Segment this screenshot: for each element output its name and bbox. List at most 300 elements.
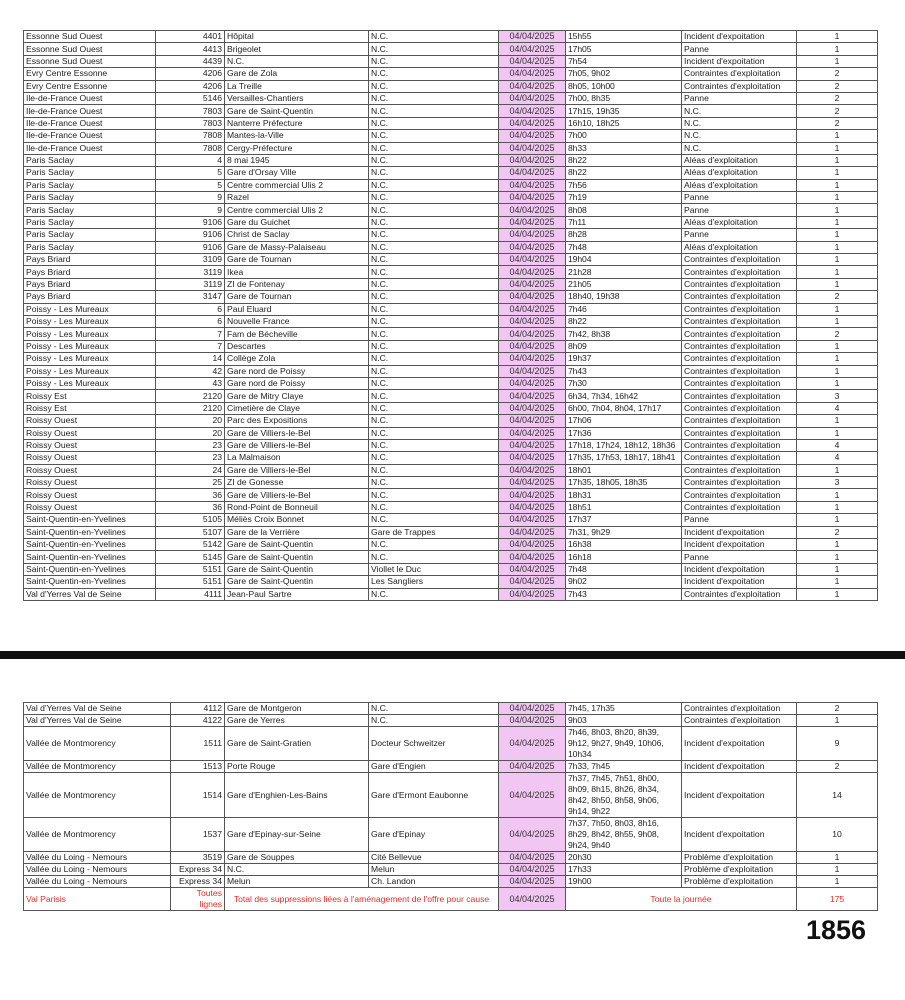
cell-destination: Gare d'Engien xyxy=(369,761,499,773)
cell-cause: Contraintes d'exploitation xyxy=(682,266,797,278)
cell-line: 9 xyxy=(156,192,225,204)
cell-stop: N.C. xyxy=(225,864,369,876)
cell-stop: Descartes xyxy=(225,340,369,352)
cell-count: 2 xyxy=(797,526,878,538)
cell-date: 04/04/2025 xyxy=(499,55,566,67)
cell-line: 7 xyxy=(156,340,225,352)
cell-line: 4112 xyxy=(171,703,225,715)
cell-count: 3 xyxy=(797,390,878,402)
cell-cause: Contraintes d'exploitation xyxy=(682,501,797,513)
cell-line: 2120 xyxy=(156,402,225,414)
cell-stop: Gare de Zola xyxy=(225,68,369,80)
cell-date: 04/04/2025 xyxy=(499,117,566,129)
cell-count: 1 xyxy=(797,852,878,864)
cell-region: Poissy - Les Mureaux xyxy=(24,340,156,352)
table-row xyxy=(24,365,878,377)
cell-destination: N.C. xyxy=(369,68,499,80)
cell-destination: N.C. xyxy=(369,216,499,228)
cell-date: 04/04/2025 xyxy=(499,761,566,773)
cell-cause: Contraintes d'exploitation xyxy=(682,340,797,352)
cell-cause: N.C. xyxy=(682,130,797,142)
suppressions-table-bottom xyxy=(23,702,878,911)
cell-stop: Gare de Saint-Quentin xyxy=(225,551,369,563)
cell-cause: Incident d'expoitation xyxy=(682,818,797,852)
cell-cause: Contraintes d'exploitation xyxy=(682,439,797,451)
cell-region: Pays Briard xyxy=(24,254,156,266)
cell-cause: Incident d'expoitation xyxy=(682,761,797,773)
cell-region: Saint-Quentin-en-Yvelines xyxy=(24,563,156,575)
cell-line: 1514 xyxy=(171,773,225,818)
cell-count: 1 xyxy=(797,31,878,43)
table-row xyxy=(24,353,878,365)
cell-line: 4111 xyxy=(156,588,225,600)
cell-stop: Gare de Mitry Claye xyxy=(225,390,369,402)
cell-stop: Cergy-Préfecture xyxy=(225,142,369,154)
table-row xyxy=(24,703,878,715)
table-row xyxy=(24,92,878,104)
cell-stop: Christ de Saclay xyxy=(225,229,369,241)
cell-stop: Gare de Saint-Quentin xyxy=(225,563,369,575)
cell-stop: Gare d'Orsay Ville xyxy=(225,167,369,179)
cell-region: Pays Briard xyxy=(24,266,156,278)
cell-region: Roissy Ouest xyxy=(24,464,156,476)
cell-stop: Cimetière de Claye xyxy=(225,402,369,414)
cell-line: 25 xyxy=(156,477,225,489)
cell-times: 16h10, 18h25 xyxy=(566,117,682,129)
cell-date: 04/04/2025 xyxy=(499,142,566,154)
cell-region: Poissy - Les Mureaux xyxy=(24,328,156,340)
cell-date: 04/04/2025 xyxy=(499,876,566,888)
table-row xyxy=(24,80,878,92)
cell-times: 8h09 xyxy=(566,340,682,352)
cell-destination: N.C. xyxy=(369,55,499,67)
cell-line: 36 xyxy=(156,489,225,501)
cell-region: Vallée du Loing - Nemours xyxy=(24,876,171,888)
grand-total: 1856 xyxy=(806,915,867,945)
cell-cause: Contraintes d'exploitation xyxy=(682,715,797,727)
cell-region: Roissy Ouest xyxy=(24,501,156,513)
cell-line: 5145 xyxy=(156,551,225,563)
table-row xyxy=(24,142,878,154)
cell-destination: N.C. xyxy=(369,715,499,727)
cell-cause: Contraintes d'exploitation xyxy=(682,489,797,501)
cell-region: Ile-de-France Ouest xyxy=(24,92,156,104)
cell-line: Express 34 xyxy=(171,876,225,888)
cell-stop: La Malmaison xyxy=(225,452,369,464)
cell-date: 04/04/2025 xyxy=(499,216,566,228)
cell-line: 9106 xyxy=(156,216,225,228)
table-row xyxy=(24,727,878,761)
cell-cause: Problème d'exploitation xyxy=(682,864,797,876)
cell-region: Paris Saclay xyxy=(24,154,156,166)
cell-line: 24 xyxy=(156,464,225,476)
cell-date: 04/04/2025 xyxy=(499,154,566,166)
cell-destination: N.C. xyxy=(369,278,499,290)
cell-cause: Problème d'exploitation xyxy=(682,876,797,888)
table-row xyxy=(24,328,878,340)
cell-line: 9106 xyxy=(156,229,225,241)
cell-stop: Gare nord de Poissy xyxy=(225,377,369,389)
cell-region: Evry Centre Essonne xyxy=(24,80,156,92)
cell-date: 04/04/2025 xyxy=(499,390,566,402)
cell-region: Roissy Est xyxy=(24,402,156,414)
cell-line: 5146 xyxy=(156,92,225,104)
cell-times: 7h42, 8h38 xyxy=(566,328,682,340)
cell-times: 17h37 xyxy=(566,514,682,526)
cell-count: 1 xyxy=(797,204,878,216)
cell-times: 9h02 xyxy=(566,576,682,588)
table-row xyxy=(24,452,878,464)
cell-stop: Rond-Point de Bonneuil xyxy=(225,501,369,513)
cell-count: 1 xyxy=(797,179,878,191)
table-row xyxy=(24,303,878,315)
cell-destination: N.C. xyxy=(369,291,499,303)
cell-stop: Gare d'Enghien-Les-Bains xyxy=(225,773,369,818)
cell-cause: Incident d'expoitation xyxy=(682,539,797,551)
cell-region: Essonne Sud Ouest xyxy=(24,43,156,55)
cell-stop: ZI de Fontenay xyxy=(225,278,369,290)
cell-cause: Contraintes d'exploitation xyxy=(682,588,797,600)
cell-stop: Gare de Villiers-le-Bel xyxy=(225,427,369,439)
cell-stop: Ikea xyxy=(225,266,369,278)
cell-times: 7h00, 8h35 xyxy=(566,92,682,104)
cell-cause: Aléas d'exploitation xyxy=(682,167,797,179)
cell-date: 04/04/2025 xyxy=(499,68,566,80)
table-row xyxy=(24,818,878,852)
cell-count: 1 xyxy=(797,514,878,526)
cell-stop: Gare de Saint-Quentin xyxy=(225,539,369,551)
cell-date: 04/04/2025 xyxy=(499,130,566,142)
cell-region: Poissy - Les Mureaux xyxy=(24,315,156,327)
cell-line: 9 xyxy=(156,204,225,216)
cell-cause: Contraintes d'exploitation xyxy=(682,464,797,476)
cell-count: 10 xyxy=(797,818,878,852)
cell-stop: La Treille xyxy=(225,80,369,92)
total-period: Toute la journée xyxy=(566,888,797,911)
cell-date: 04/04/2025 xyxy=(499,563,566,575)
cell-times: 7h45, 17h35 xyxy=(566,703,682,715)
cell-stop: Versailles-Chantiers xyxy=(225,92,369,104)
cell-count: 1 xyxy=(797,192,878,204)
cell-times: 21h28 xyxy=(566,266,682,278)
table-row xyxy=(24,588,878,600)
cell-date: 04/04/2025 xyxy=(499,278,566,290)
table-row xyxy=(24,291,878,303)
cell-destination: N.C. xyxy=(369,154,499,166)
cell-times: 6h00, 7h04, 8h04, 17h17 xyxy=(566,402,682,414)
cell-region: Roissy Ouest xyxy=(24,427,156,439)
cell-region: Roissy Ouest xyxy=(24,439,156,451)
cell-count: 1 xyxy=(797,427,878,439)
total-region: Val Parisis xyxy=(24,888,171,911)
table-row xyxy=(24,31,878,43)
cell-line: 5 xyxy=(156,179,225,191)
cell-date: 04/04/2025 xyxy=(499,80,566,92)
cell-count: 3 xyxy=(797,477,878,489)
cell-line: 5151 xyxy=(156,576,225,588)
cell-count: 1 xyxy=(797,303,878,315)
cell-region: Saint-Quentin-en-Yvelines xyxy=(24,514,156,526)
cell-cause: Problème d'exploitation xyxy=(682,852,797,864)
cell-line: 7803 xyxy=(156,117,225,129)
cell-times: 7h46, 8h03, 8h20, 8h39, 9h12, 9h27, 9h49, 10h06, 10h34 xyxy=(566,727,682,761)
cell-times: 7h54 xyxy=(566,55,682,67)
cell-destination: N.C. xyxy=(369,427,499,439)
cell-cause: Incident d'expoitation xyxy=(682,526,797,538)
table-row xyxy=(24,526,878,538)
cell-count: 4 xyxy=(797,439,878,451)
cell-stop: Razel xyxy=(225,192,369,204)
cell-cause: Incident d'expoitation xyxy=(682,55,797,67)
cell-region: Saint-Quentin-en-Yvelines xyxy=(24,576,156,588)
cell-count: 1 xyxy=(797,43,878,55)
table-row xyxy=(24,464,878,476)
cell-stop: Centre commercial Ulis 2 xyxy=(225,204,369,216)
cell-times: 8h05, 10h00 xyxy=(566,80,682,92)
cell-region: Val d'Yerres Val de Seine xyxy=(24,715,171,727)
cell-times: 7h05, 9h02 xyxy=(566,68,682,80)
cell-count: 9 xyxy=(797,727,878,761)
cell-cause: Contraintes d'exploitation xyxy=(682,278,797,290)
table-row xyxy=(24,576,878,588)
cell-region: Vallée de Montmorency xyxy=(24,727,171,761)
cell-times: 18h01 xyxy=(566,464,682,476)
cell-destination: N.C. xyxy=(369,80,499,92)
cell-region: Paris Saclay xyxy=(24,179,156,191)
table-row xyxy=(24,340,878,352)
cell-destination: N.C. xyxy=(369,43,499,55)
cell-destination: N.C. xyxy=(369,415,499,427)
cell-date: 04/04/2025 xyxy=(499,526,566,538)
cell-count: 1 xyxy=(797,588,878,600)
cell-region: Roissy Ouest xyxy=(24,415,156,427)
cell-times: 17h36 xyxy=(566,427,682,439)
cell-line: 4439 xyxy=(156,55,225,67)
cell-stop: Mantes-la-Ville xyxy=(225,130,369,142)
cell-cause: Panne xyxy=(682,92,797,104)
cell-region: Paris Saclay xyxy=(24,192,156,204)
cell-cause: N.C. xyxy=(682,105,797,117)
cell-region: Paris Saclay xyxy=(24,216,156,228)
cell-times: 17h06 xyxy=(566,415,682,427)
cell-date: 04/04/2025 xyxy=(499,773,566,818)
total-description: Total des suppressions liées à l'aménagement de l'offre pour cause xyxy=(225,888,499,911)
table-row xyxy=(24,852,878,864)
cell-stop: Collège Zola xyxy=(225,353,369,365)
cell-times: 7h30 xyxy=(566,377,682,389)
cell-line: 3119 xyxy=(156,278,225,290)
cell-cause: Contraintes d'exploitation xyxy=(682,402,797,414)
cell-destination: Gare d'Ermont Eaubonne xyxy=(369,773,499,818)
table-row xyxy=(24,55,878,67)
cell-count: 1 xyxy=(797,130,878,142)
cell-count: 1 xyxy=(797,315,878,327)
cell-region: Roissy Ouest xyxy=(24,452,156,464)
cell-destination: Viollet le Duc xyxy=(369,563,499,575)
cell-date: 04/04/2025 xyxy=(499,576,566,588)
cell-destination: Docteur Schweitzer xyxy=(369,727,499,761)
table-row xyxy=(24,105,878,117)
cell-stop: Melun xyxy=(225,876,369,888)
cell-destination: Gare de Trappes xyxy=(369,526,499,538)
cell-date: 04/04/2025 xyxy=(499,452,566,464)
cell-destination: N.C. xyxy=(369,328,499,340)
cell-region: Ile-de-France Ouest xyxy=(24,130,156,142)
cell-count: 2 xyxy=(797,761,878,773)
cell-count: 2 xyxy=(797,703,878,715)
table-row xyxy=(24,402,878,414)
cell-times: 16h38 xyxy=(566,539,682,551)
cell-region: Roissy Ouest xyxy=(24,477,156,489)
cell-count: 1 xyxy=(797,340,878,352)
cell-region: Saint-Quentin-en-Yvelines xyxy=(24,539,156,551)
cell-times: 6h34, 7h34, 16h42 xyxy=(566,390,682,402)
cell-region: Vallée du Loing - Nemours xyxy=(24,852,171,864)
cell-count: 1 xyxy=(797,278,878,290)
cell-region: Saint-Quentin-en-Yvelines xyxy=(24,526,156,538)
cell-destination: N.C. xyxy=(369,105,499,117)
cell-region: Ile-de-France Ouest xyxy=(24,105,156,117)
cell-line: 5107 xyxy=(156,526,225,538)
cell-region: Poissy - Les Mureaux xyxy=(24,365,156,377)
cell-cause: Aléas d'exploitation xyxy=(682,241,797,253)
cell-cause: Panne xyxy=(682,204,797,216)
cell-count: 1 xyxy=(797,551,878,563)
cell-date: 04/04/2025 xyxy=(499,229,566,241)
table-row xyxy=(24,439,878,451)
cell-date: 04/04/2025 xyxy=(499,539,566,551)
cell-line: 3109 xyxy=(156,254,225,266)
cell-stop: Gare de Montgeron xyxy=(225,703,369,715)
total-date: 04/04/2025 xyxy=(499,888,566,911)
cell-destination: N.C. xyxy=(369,340,499,352)
table-row xyxy=(24,773,878,818)
total-line: Toutes lignes xyxy=(171,888,225,911)
table-row xyxy=(24,204,878,216)
cell-date: 04/04/2025 xyxy=(499,31,566,43)
table-row xyxy=(24,216,878,228)
cell-cause: Panne xyxy=(682,192,797,204)
cell-date: 04/04/2025 xyxy=(499,328,566,340)
cell-line: 4 xyxy=(156,154,225,166)
cell-cause: Contraintes d'exploitation xyxy=(682,427,797,439)
cell-count: 1 xyxy=(797,266,878,278)
cell-times: 7h43 xyxy=(566,365,682,377)
cell-line: 3147 xyxy=(156,291,225,303)
cell-times: 17h35, 18h05, 18h35 xyxy=(566,477,682,489)
cell-destination: N.C. xyxy=(369,501,499,513)
cell-count: 1 xyxy=(797,142,878,154)
cell-count: 2 xyxy=(797,117,878,129)
cell-times: 7h00 xyxy=(566,130,682,142)
cell-date: 04/04/2025 xyxy=(499,852,566,864)
cell-cause: Contraintes d'exploitation xyxy=(682,365,797,377)
cell-region: Poissy - Les Mureaux xyxy=(24,377,156,389)
cell-destination: N.C. xyxy=(369,477,499,489)
cell-times: 7h37, 7h45, 7h51, 8h00, 8h09, 8h15, 8h26, 8h34, 8h42, 8h50, 8h58, 9h06, 9h14, 9h22 xyxy=(566,773,682,818)
cell-destination: N.C. xyxy=(369,588,499,600)
cell-count: 1 xyxy=(797,876,878,888)
cell-destination: N.C. xyxy=(369,489,499,501)
cell-count: 14 xyxy=(797,773,878,818)
cell-cause: Contraintes d'exploitation xyxy=(682,390,797,402)
cell-destination: N.C. xyxy=(369,92,499,104)
table-row xyxy=(24,427,878,439)
cell-destination: N.C. xyxy=(369,142,499,154)
cell-times: 8h22 xyxy=(566,167,682,179)
cell-count: 1 xyxy=(797,464,878,476)
cell-times: 19h00 xyxy=(566,876,682,888)
total-row xyxy=(24,888,878,911)
cell-line: 6 xyxy=(156,303,225,315)
cell-cause: Contraintes d'exploitation xyxy=(682,254,797,266)
cell-count: 2 xyxy=(797,80,878,92)
cell-region: Paris Saclay xyxy=(24,241,156,253)
cell-region: Saint-Quentin-en-Yvelines xyxy=(24,551,156,563)
cell-cause: Contraintes d'exploitation xyxy=(682,377,797,389)
cell-line: 4401 xyxy=(156,31,225,43)
cell-destination: N.C. xyxy=(369,315,499,327)
table-row xyxy=(24,377,878,389)
cell-times: 17h05 xyxy=(566,43,682,55)
cell-times: 19h37 xyxy=(566,353,682,365)
cell-cause: Contraintes d'exploitation xyxy=(682,328,797,340)
cell-destination: N.C. xyxy=(369,551,499,563)
table-row xyxy=(24,563,878,575)
cell-stop: Gare d'Epinay-sur-Seine xyxy=(225,818,369,852)
cell-date: 04/04/2025 xyxy=(499,241,566,253)
cell-times: 7h11 xyxy=(566,216,682,228)
total-count: 175 xyxy=(797,888,878,911)
cell-stop: Nouvelle France xyxy=(225,315,369,327)
cell-region: Poissy - Les Mureaux xyxy=(24,303,156,315)
cell-stop: Brigeolet xyxy=(225,43,369,55)
cell-line: 23 xyxy=(156,439,225,451)
cell-date: 04/04/2025 xyxy=(499,818,566,852)
cell-line: 7 xyxy=(156,328,225,340)
cell-line: 5 xyxy=(156,167,225,179)
cell-region: Paris Saclay xyxy=(24,167,156,179)
cell-destination: Cité Bellevue xyxy=(369,852,499,864)
cell-times: 15h55 xyxy=(566,31,682,43)
cell-times: 8h08 xyxy=(566,204,682,216)
cell-times: 7h31, 9h29 xyxy=(566,526,682,538)
cell-times: 21h05 xyxy=(566,278,682,290)
table-row xyxy=(24,241,878,253)
cell-count: 1 xyxy=(797,377,878,389)
cell-count: 2 xyxy=(797,105,878,117)
cell-destination: N.C. xyxy=(369,514,499,526)
table-row xyxy=(24,761,878,773)
cell-line: 4122 xyxy=(171,715,225,727)
cell-cause: Panne xyxy=(682,43,797,55)
cell-stop: Gare du Guichet xyxy=(225,216,369,228)
cell-destination: N.C. xyxy=(369,365,499,377)
cell-times: 16h18 xyxy=(566,551,682,563)
cell-destination: N.C. xyxy=(369,130,499,142)
table-row xyxy=(24,154,878,166)
cell-date: 04/04/2025 xyxy=(499,477,566,489)
cell-destination: N.C. xyxy=(369,192,499,204)
cell-line: 4413 xyxy=(156,43,225,55)
cell-stop: Gare nord de Poissy xyxy=(225,365,369,377)
cell-region: Vallée de Montmorency xyxy=(24,818,171,852)
cell-count: 2 xyxy=(797,92,878,104)
cell-line: 7808 xyxy=(156,130,225,142)
cell-destination: N.C. xyxy=(369,703,499,715)
cell-stop: Gare de Massy-Palaiseau xyxy=(225,241,369,253)
cell-times: 8h22 xyxy=(566,315,682,327)
